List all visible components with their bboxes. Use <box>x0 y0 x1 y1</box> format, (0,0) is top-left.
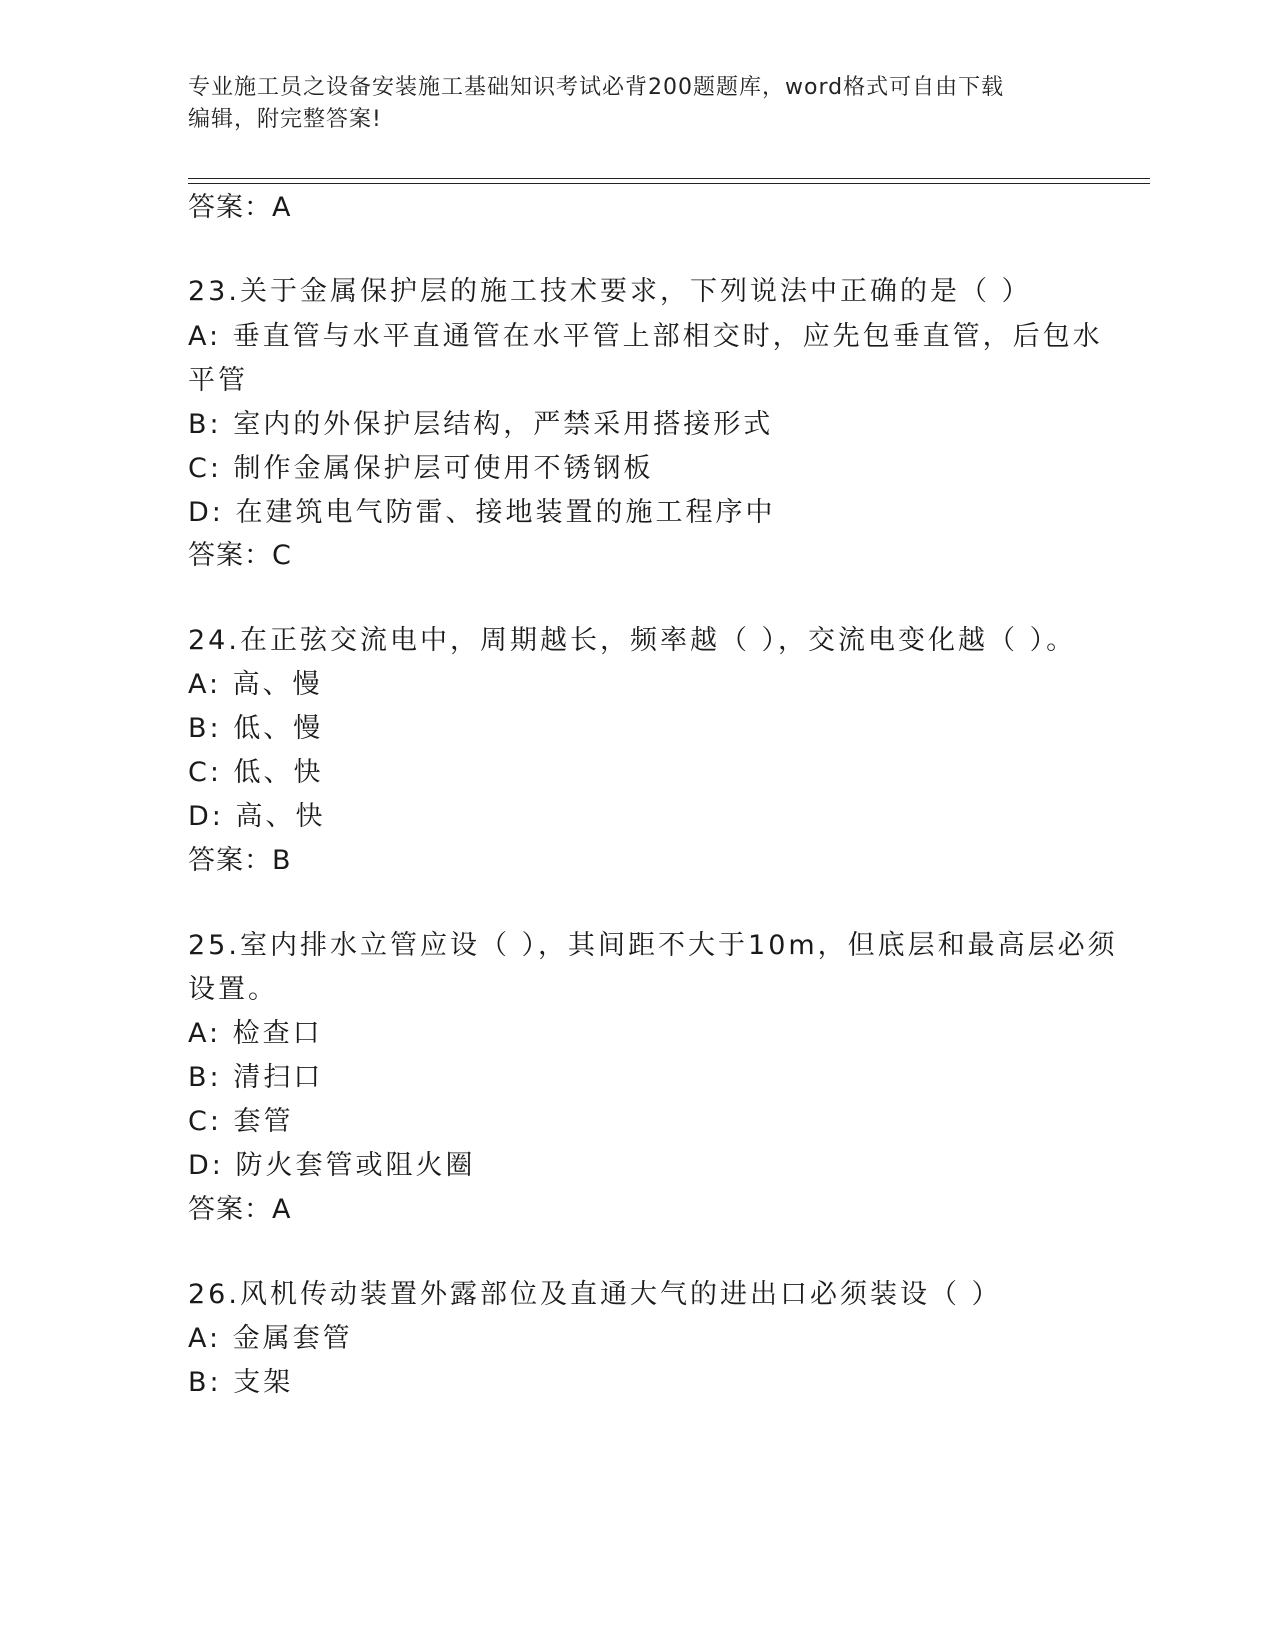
option-a: A: 高、慢 <box>188 669 323 700</box>
question-stem-continued: 设置。 <box>188 974 278 1005</box>
option-a: A: 金属套管 <box>188 1323 353 1354</box>
question-stem: 25.室内排水立管应设（ ），其间距不大于10m，但底层和最高层必须 <box>188 930 1118 961</box>
question-stem: 23.关于金属保护层的施工技术要求，下列说法中正确的是（ ） <box>188 276 1032 307</box>
header-divider-top <box>188 178 1150 179</box>
option-d: D: 在建筑电气防雷、接地装置的施工程序中 <box>188 497 776 528</box>
option-b: B: 支架 <box>188 1367 294 1398</box>
option-b: B: 低、慢 <box>188 713 324 744</box>
question-stem: 24.在正弦交流电中，周期越长，频率越（ ），交流电变化越（ ）。 <box>188 625 1077 656</box>
page-header <box>188 72 1088 136</box>
header-divider-bottom <box>188 183 1150 184</box>
option-b: B: 室内的外保护层结构，严禁采用搭接形式 <box>188 409 774 440</box>
option-c: C: 套管 <box>188 1106 294 1137</box>
answer: 答案：A <box>188 1194 292 1225</box>
option-a-continued: 平管 <box>188 365 248 396</box>
option-d: D: 防火套管或阻火圈 <box>188 1150 476 1181</box>
option-a: A: 垂直管与水平直通管在水平管上部相交时，应先包垂直管，后包水 <box>188 321 1103 352</box>
option-c: C: 制作金属保护层可使用不锈钢板 <box>188 453 654 484</box>
answer-previous: 答案：A <box>188 192 292 223</box>
option-c: C: 低、快 <box>188 757 324 788</box>
option-b: B: 清扫口 <box>188 1062 324 1093</box>
option-a: A: 检查口 <box>188 1018 323 1049</box>
answer: 答案：C <box>188 540 292 571</box>
answer: 答案：B <box>188 845 292 876</box>
option-d: D: 高、快 <box>188 801 326 832</box>
question-stem: 26.风机传动装置外露部位及直通大气的进出口必须装设（ ） <box>188 1279 1002 1310</box>
header-title-line-2: 编辑，附完整答案! <box>188 107 382 132</box>
header-title-line-1: 专业施工员之设备安装施工基础知识考试必背200题题库，word格式可自由下载 <box>188 75 1005 100</box>
